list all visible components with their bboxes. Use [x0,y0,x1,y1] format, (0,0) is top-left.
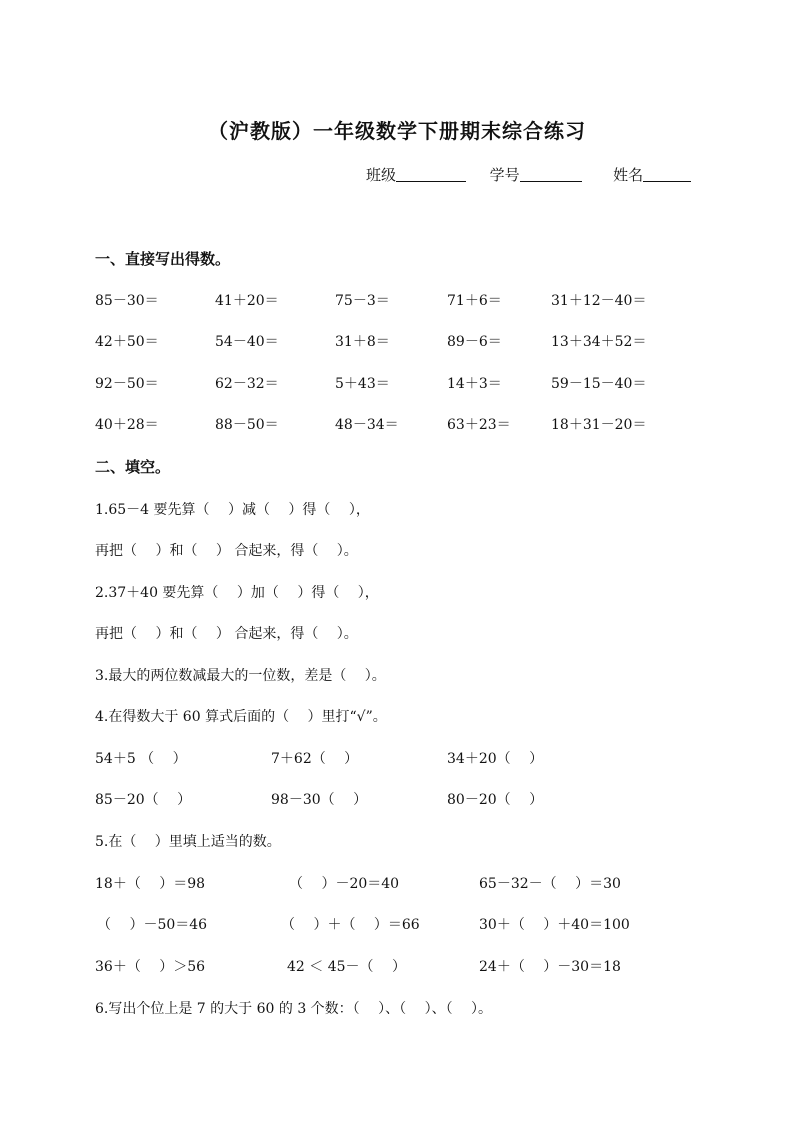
calc-item: 5＋43＝ [335,376,390,392]
fill-item: （ ）－20＝40 [289,876,400,892]
calc-item: 18＋31－20＝ [551,417,647,433]
check-item: 80－20（ ） [447,792,544,808]
question-2-line-1: 2.37＋40 要先算（ ）加（ ）得（ ）， [95,585,379,601]
fill-item: 65－32－（ ）＝30 [479,876,621,892]
calc-item: 88－50＝ [215,417,279,433]
calc-row [0,373,794,397]
calc-item: 31＋8＝ [335,334,390,350]
check-row [0,748,794,772]
name-blank[interactable] [643,165,691,182]
question-3: 3.最大的两位数减最大的一位数，差是（ ）。 [95,668,386,684]
question-1-line-1: 1.65－4 要先算（ ）减（ ）得（ ）， [95,502,370,518]
fill-item: （ ）＋（ ）＝66 [281,917,420,933]
fill-item: 36＋（ ）＞56 [95,959,206,975]
class-blank[interactable] [396,165,466,182]
check-item: 85－20（ ） [95,792,192,808]
check-item: 54＋5 （ ） [95,751,187,767]
question-4: 4.在得数大于 60 算式后面的（ ）里打“√”。 [95,709,387,725]
question-2-line-2: 再把（ ）和（ ） 合起来，得（ ）。 [95,626,358,642]
calc-item: 92－50＝ [95,376,159,392]
page-title: （沪教版）一年级数学下册期末综合练习 [208,119,586,143]
calc-item: 85－30＝ [95,293,159,309]
id-blank[interactable] [520,165,582,182]
calc-item: 54－40＝ [215,334,279,350]
calc-item: 41＋20＝ [215,293,279,309]
question-6: 6.写出个位上是 7 的大于 60 的 3 个数：（ ）、（ ）、（ ）。 [95,1001,493,1017]
fill-item: （ ）－50＝46 [97,917,208,933]
id-label: 学号 [489,166,520,184]
name-label: 姓名 [613,166,644,184]
calc-row [0,290,794,314]
calc-item: 42＋50＝ [95,334,159,350]
fill-item: 24＋（ ）－30＝18 [479,959,621,975]
fill-row [0,873,794,897]
fill-row [0,914,794,938]
check-item: 7＋62（ ） [271,751,359,767]
fill-item: 30＋（ ）＋40＝100 [479,917,630,933]
calc-item: 63＋23＝ [447,417,511,433]
calc-item: 89－6＝ [447,334,502,350]
calc-row [0,331,794,355]
class-label: 班级 [366,166,397,184]
calc-item: 40＋28＝ [95,417,159,433]
fill-item: 18＋（ ）＝98 [95,876,206,892]
calc-item: 14＋3＝ [447,376,502,392]
calc-item: 13＋34＋52＝ [551,334,647,350]
check-row [0,789,794,813]
calc-item: 75－3＝ [335,293,390,309]
student-info [366,164,691,185]
question-1-line-2: 再把（ ）和（ ） 合起来，得（ ）。 [95,543,358,559]
section-1-heading: 一、直接写出得数。 [95,250,231,268]
question-5: 5.在（ ）里填上适当的数。 [95,834,281,850]
check-item: 34＋20（ ） [447,751,544,767]
calc-item: 31＋12－40＝ [551,293,647,309]
calc-item: 59－15－40＝ [551,376,647,392]
calc-item: 62－32＝ [215,376,279,392]
calc-item: 71＋6＝ [447,293,502,309]
calc-row [0,414,794,438]
check-item: 98－30（ ） [271,792,368,808]
section-2-heading: 二、填空。 [95,458,171,476]
calc-item: 48－34＝ [335,417,399,433]
fill-item: 42 ＜ 45－（ ） [287,959,406,975]
fill-row [0,956,794,980]
